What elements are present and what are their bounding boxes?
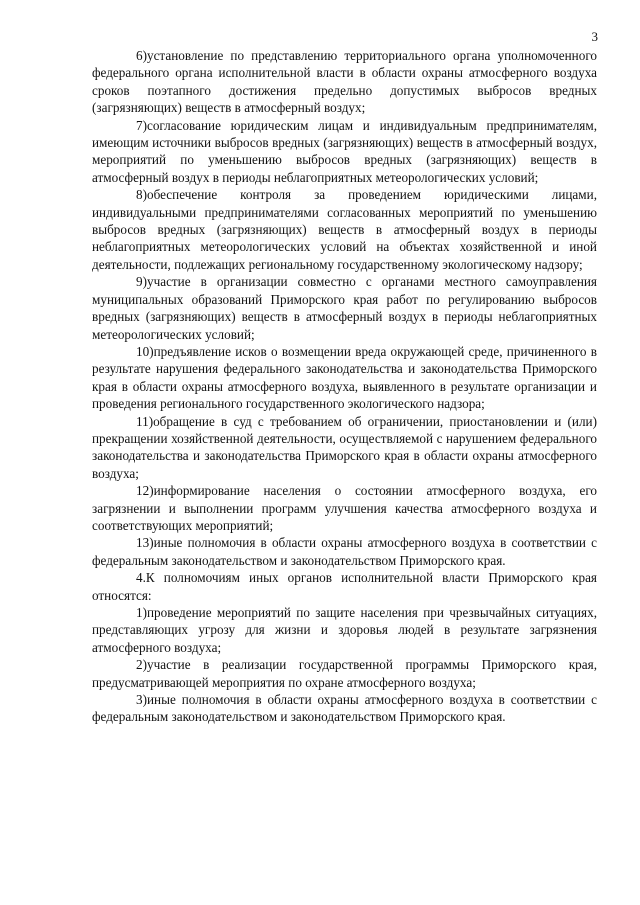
paragraph-item-13: 13)иные полномочия в области охраны атмосферного воздуха в соответствии с федеральным законодательством и законодательством Приморского края. xyxy=(92,535,597,568)
paragraph-item-10: 10)предъявление исков о возмещении вреда окружающей среде, причиненного в результате нарушения федерального законодательства и законодательства Приморского края в области охраны атмосферного воздуха, выявленного в результате организации и проведения регионального государственного экологического надзора; xyxy=(92,343,597,412)
paragraph-item-9: 9)участие в организации совместно с органами местного самоуправления муниципальных образований Приморского края работ по регулированию выбросов вредных (загрязняющих) веществ в атмосферный воздух в периоды неблагоприятных метеорологических условий; xyxy=(92,274,597,342)
document-body xyxy=(92,47,597,726)
paragraph-item-3: 3)иные полномочия в области охраны атмосферного воздуха в соответствии с федеральным законодательством и законодательством Приморского края. xyxy=(92,692,597,725)
paragraph-item-8: 8)обеспечение контроля за проведением юридическими лицами, индивидуальными предпринимателями согласованных мероприятий по уменьшению выбросов вредных (загрязняющих) веществ в атмосферный воздух в периоды неблагоприятных метеорологических условий на объектах хозяйственной и иной деятельности, подлежащих региональному государственному экологическому надзору; xyxy=(92,187,597,272)
paragraph-item-12: 12)информирование населения о состоянии атмосферного воздуха, его загрязнении и выполнении программ улучшения качества атмосферного воздуха и соответствующих мероприятий; xyxy=(92,483,597,533)
paragraph-item-11: 11)обращение в суд с требованием об ограничении, приостановлении и (или) прекращении хозяйственной деятельности, осуществляемой с нарушением федерального законодательства и законодательства Приморского края в области охраны атмосферного воздуха; xyxy=(92,413,597,481)
paragraph-item-7: 7)согласование юридическим лицам и индивидуальным предпринимателям, имеющим источники выбросов вредных (загрязняющих) веществ в атмосферный воздух, мероприятий по уменьшению выбросов вредных (загрязняющих) веществ в атмосферный воздух в периоды неблагоприятных метеорологических условий; xyxy=(92,117,597,185)
page-number: 3 xyxy=(591,29,598,44)
paragraph-item-2: 2)участие в реализации государственной программы Приморского края, предусматривающей мероприятия по охране атмосферного воздуха; xyxy=(92,657,597,690)
section-4-heading: 4.К полномочиям иных органов исполнительной власти Приморского края относятся: xyxy=(92,570,597,603)
paragraph-item-1: 1)проведение мероприятий по защите населения при чрезвычайных ситуациях, представляющих угрозу для жизни и здоровья людей в результате загрязнения атмосферного воздуха; xyxy=(92,605,597,655)
paragraph-item-6: 6)установление по представлению территориального органа уполномоченного федерального органа исполнительной власти в области охраны атмосферного воздуха сроков поэтапного достижения предельно допустимых выбросов вредных (загрязняющих) веществ в атмосферный воздух; xyxy=(92,48,597,116)
